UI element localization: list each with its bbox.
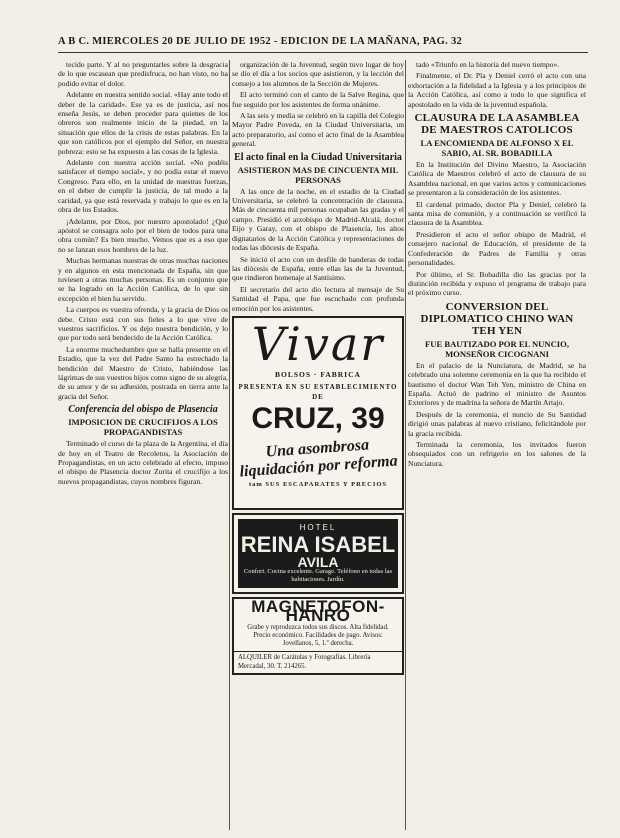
article-paragraph: organización de la Juventud, según tuvo lugar de hoy se dio el día a los socios que asistieron, y la lección del consejo a los alumnos de la Sección de Mujeres. [232, 60, 404, 88]
magnetofon-footer: ALQUILER de Carátulas y Fotografías. Librería Mercadal, 30. T. 214265. [234, 651, 402, 673]
article-subheading: IMPOSICION DE CRUCIFIJOS A LOS PROPAGANDISTAS [68, 417, 218, 438]
article-paragraph: tado «Triunfo en la historia del nuevo tiempo». [416, 60, 560, 69]
vivar-address: CRUZ, 39 [251, 402, 385, 436]
article-paragraph: Después de la ceremonia, el nuncio de Su Santidad dirigió unas palabras al nuevo cristiano, felicitándole por la gracia recibida. [408, 409, 586, 438]
vivar-slogan: Una asombrosa liquidación por reforma [239, 436, 399, 481]
article-paragraph: Por último, el Sr. Bobadilla dio las gracias por la distinción recibida y expuso el programa de trabajo para el próximo curso. [408, 269, 586, 298]
column-right [408, 60, 586, 830]
magnetofon-title: MAGNETOFON-HANRO [251, 596, 385, 626]
article-paragraph: Terminado el curso de la plaza de la Argentina, el día de hoy en el Teatro de Recoletos, la Asociación de Propagandistas, en un acto celebrado al efecto, impuso el obispo de Plasencia doctor Zurita el crucifijo a los nuevos propagandistas, cuyos nombres figuran. [58, 439, 228, 486]
column-left [58, 60, 228, 830]
vivar-advertisement [232, 316, 404, 510]
article-paragraph: El secretario del acto dio lectura al mensaje de Su Santidad el Papa, que fue escuchado con profunda emoción por los asistentes. [232, 284, 404, 313]
column-rule [229, 60, 230, 830]
article-paragraph: Presidieron el acto el señor obispo de Madrid, el consejero nacional de Educación, el presidente de la Confederación de Padres de Familia y otras personalidades. [408, 229, 586, 268]
hotel-banner [238, 519, 398, 588]
article-paragraph: En la Institución del Divino Maestro, la Asociación Católica de Maestros celebró el acto de clausura de su Asamblea nacional, en que varios actos y comunicaciones se presentaron a la consideración de los asistentes. [408, 160, 586, 198]
article-heading: CONVERSION DEL DIPLOMATICO CHINO WAN TEH YEN [420, 300, 574, 337]
article-paragraph: La cuerpos es vuestra ofrenda, y la gracia de Dios os debe. Cristo está con sus fieles a lo que vive de vuestros sacrificios. Y os dejo nuestra bendición, y lo que por todo será bendecido de la Acción Católica. [58, 305, 228, 343]
article-paragraph: tecido parte. Y al no preguntarles sobre la desgracia de lo que escasean que predisfruca, no han visto, no ha podido evitar el dolor. [58, 60, 228, 88]
hotel-city: AVILA [297, 554, 339, 571]
hotel-tag: HOTEL [299, 522, 337, 532]
article-paragraph: A las seis y media se celebró en la capilla del Colegio Mayor Padre Poveda, en la Ciudad Universitaria, un acto preparatorio, así como el acto final de la Asamblea general. [232, 111, 404, 149]
vivar-logo: Vivar [251, 316, 385, 371]
article-heading: El acto final en la Ciudad Universitaria [234, 151, 402, 163]
article-paragraph: A las once de la noche, en el estadio de la Ciudad Universitaria, se celebró la concentración de clausura. Más de cincuenta mil personas ocupaban las gradas y el campo. Presidió el arzobispo de Madrid-Alcalá, doctor Eijo y Garay, con el obispo de Plasencia, los altos dignatarios de la Acción Católica y representaciones de todas las diócesis de España. [232, 186, 404, 253]
article-subheading: FUE BAUTIZADO POR EL NUNCIO, MONSEÑOR CICOGNANI [425, 338, 569, 359]
hotel-name: REINA ISABEL [240, 532, 396, 558]
article-paragraph: El acto terminó con el canto de la Salve Regina, que fue seguido por los asistentes de forma unánime. [232, 90, 404, 109]
page-header: A B C. MIERCOLES 20 DE JULIO DE 1952 - EDICION DE LA MAÑANA, PAG. 32 [58, 36, 588, 53]
article-paragraph: En el palacio de la Nunciatura, de Madrid, se ha celebrado una solemne ceremonia en la que ha recibido el bautismo el doctor Wan Teh Yen, ministro de China en España. Actuó de padrino el ministro de Asuntos Exteriores y de madrina la señora de Martín Artajo. [408, 360, 586, 408]
vivar-line: PRESENTA EN SU ESTABLECIMIENTO DE [238, 383, 398, 401]
article-paragraph: Adelante con nuestra acción social. «No podéis satisfacer el tiempo social», y no podía estar el nuevo Congreso. Para ello, en la unidad de nuestras fuerzas, en el deber de cumplir la justicia, de tal modo a la caridad, ya que está reservada y trabajo lo que es en la obra de los Estados. [58, 158, 228, 215]
article-paragraph: ¡Adelante, por Dios, por nuestro apostolado! ¿Qué apóstol se consagra solo por el bien de todos para una obra común? Es bien mucho. Vemos que es a eso que no se lanzan esos hombres de la luz. [58, 216, 228, 254]
article-paragraph: Terminada la ceremonia, los invitados fueron obsequiados con un refrigerio en los salones de la Nunciatura. [408, 439, 586, 468]
article-paragraph: El cardenal primado, doctor Pla y Deniel, celebró la santa misa de comunión, y a continuación se verificó la clausura de la Asamblea. [408, 199, 586, 228]
article-heading: CLAUSURA DE LA ASAMBLEA DE MAESTROS CATOLICOS [414, 112, 580, 137]
magnetofon-advertisement [232, 597, 404, 675]
article-paragraph: Finalmente, el Dr. Pla y Deniel cerró el acto con una exhortación a la fidelidad a la Iglesia y a los principios de la Acción Católica, así como a todo lo que significa el apostolado en la vida de la juventud española. [408, 71, 586, 109]
article-paragraph: Muchas hermanas nuestras de otras muchas naciones y en algunos en esta mencionada de España, sin que tuviesen a otras muchas personas. Es un conjunto que se ha logrado en la Acción Católica, de lo que sin excepción el bien ha servido. [58, 256, 228, 303]
article-paragraph: La enorme muchedumbre que se halla presente en el Estadio, que la vez del Padre Santo ha estrechado la bendición del Maestro de Cristo, habiéndose las lágrimas de sus vuestros hijos como signo de su alegría, de su amor y de su adhesión, postrada en tierra ante la gracia del Señor. [58, 344, 228, 401]
hotel-features: Confort. Cocina excelente. Garage. Teléfono en todas las habitaciones. Jardín. [243, 567, 393, 583]
article-paragraph: Adelante en nuestra sentido social. «Hay ante todo el deber de la caridad». Ese ya es de justicia, así nos enseña Jesús, se deben proceder para quienes de los obreros son realmente inicio de la piedad, en la situación que ellos de la crisis de estas palabras. En la que son católicos por el ejemplo del Señor, en nuestra pobreza: esto se ha expuesto a las cosas de la Iglesia. [58, 90, 228, 156]
article-subheading: ASISTIERON MAS DE CINCUENTA MIL PERSONAS [237, 164, 399, 185]
column-middle [232, 60, 404, 830]
column-rule [405, 60, 406, 830]
hotel-advertisement [232, 513, 404, 594]
vivar-footer: tam SUS ESCAPARATES Y PRECIOS [248, 481, 388, 489]
article-heading: Conferencia del obispo de Plasencia [68, 404, 218, 416]
magnetofon-text: Grabe y reproduzca todos sus discos. Alta fidelidad. Precio económico. Facilidades de pago. Avisos: Jovellanos, 5, 1.º derecha. [247, 623, 389, 647]
article-subheading: LA ENCOMIENDA DE ALFONSO X EL SABIO, AL SR. BOBADILLA [420, 138, 574, 159]
vivar-subtitle: BOLSOS · FABRICA [275, 369, 361, 379]
article-paragraph: Se inició el acto con un desfile de banderas de todas las diócesis de España, entre ellas las de la Juventud, que rindieron homenaje al Santísimo. [232, 254, 404, 283]
